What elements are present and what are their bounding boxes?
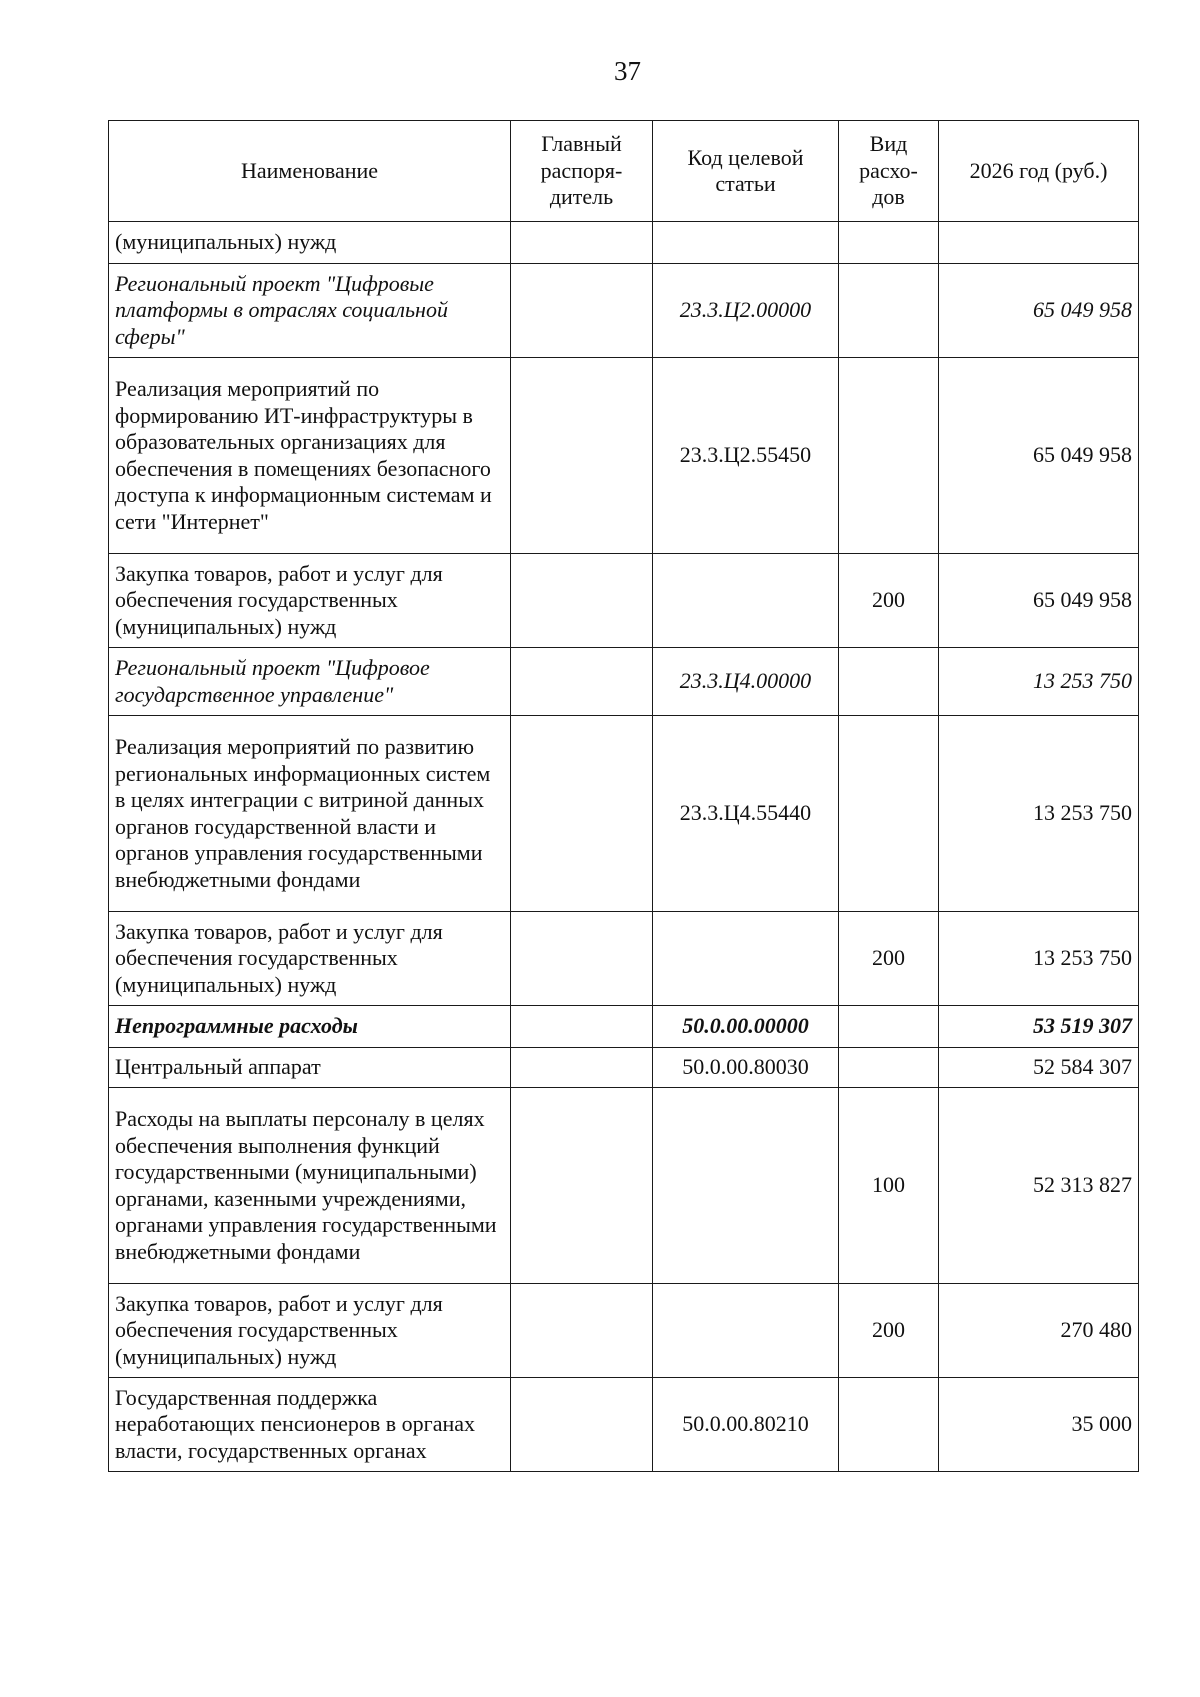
cell-manager	[511, 554, 653, 648]
cell-code: 50.0.00.80210	[653, 1378, 839, 1472]
cell-name: Государственная поддержка неработающих пенсионеров в органах власти, государственных органах	[109, 1378, 511, 1472]
cell-name: Реализация мероприятий по развитию региональных информационных систем в целях интеграции с витриной данных органов государственной власти и органов управления государственными внебюджетными фондами	[109, 716, 511, 912]
cell-code: 23.3.Ц2.55450	[653, 358, 839, 554]
cell-name: Расходы на выплаты персоналу в целях обеспечения выполнения функций государственными (муниципальными) органами, казенными учреждениями, органами управления государственными внебюджетными фондами	[109, 1088, 511, 1284]
cell-name: Непрограммные расходы	[109, 1006, 511, 1048]
table-row	[109, 1088, 1139, 1284]
cell-amount: 13 253 750	[939, 648, 1139, 716]
cell-name: Центральный аппарат	[109, 1048, 511, 1088]
header-name: Наименование	[109, 121, 511, 222]
page-number: 37	[614, 56, 641, 86]
cell-type: 200	[839, 1284, 939, 1378]
cell-manager	[511, 222, 653, 264]
cell-manager	[511, 912, 653, 1006]
cell-amount: 13 253 750	[939, 716, 1139, 912]
cell-name: Закупка товаров, работ и услуг для обеспечения государственных (муниципальных) нужд	[109, 554, 511, 648]
cell-manager	[511, 648, 653, 716]
cell-name: Региональный проект "Цифровое государственное управление"	[109, 648, 511, 716]
cell-code: 50.0.00.80030	[653, 1048, 839, 1088]
header-type: Вид расхо-дов	[839, 121, 939, 222]
cell-amount: 270 480	[939, 1284, 1139, 1378]
header-row	[109, 121, 1139, 222]
cell-name: Закупка товаров, работ и услуг для обеспечения государственных (муниципальных) нужд	[109, 912, 511, 1006]
cell-amount: 13 253 750	[939, 912, 1139, 1006]
cell-code	[653, 1284, 839, 1378]
cell-code: 23.3.Ц4.00000	[653, 648, 839, 716]
header-amount: 2026 год (руб.)	[939, 121, 1139, 222]
cell-amount: 52 584 307	[939, 1048, 1139, 1088]
cell-type: 200	[839, 554, 939, 648]
cell-name: Закупка товаров, работ и услуг для обеспечения государственных (муниципальных) нужд	[109, 1284, 511, 1378]
table-row	[109, 264, 1139, 358]
cell-type	[839, 1006, 939, 1048]
cell-manager	[511, 264, 653, 358]
table-header	[109, 121, 1139, 222]
cell-amount: 65 049 958	[939, 554, 1139, 648]
cell-type	[839, 1048, 939, 1088]
cell-type	[839, 264, 939, 358]
cell-type	[839, 1378, 939, 1472]
table-row	[109, 1006, 1139, 1048]
cell-amount: 65 049 958	[939, 264, 1139, 358]
cell-amount	[939, 222, 1139, 264]
cell-manager	[511, 1088, 653, 1284]
cell-manager	[511, 1378, 653, 1472]
cell-type	[839, 648, 939, 716]
cell-amount: 52 313 827	[939, 1088, 1139, 1284]
cell-manager	[511, 358, 653, 554]
cell-manager	[511, 716, 653, 912]
cell-code	[653, 1088, 839, 1284]
cell-code: 23.3.Ц4.55440	[653, 716, 839, 912]
table-row	[109, 222, 1139, 264]
cell-manager	[511, 1048, 653, 1088]
cell-name: Региональный проект "Цифровые платформы в отраслях социальной сферы"	[109, 264, 511, 358]
table-row	[109, 554, 1139, 648]
cell-code	[653, 222, 839, 264]
cell-code: 23.3.Ц2.00000	[653, 264, 839, 358]
cell-name: (муниципальных) нужд	[109, 222, 511, 264]
cell-type	[839, 358, 939, 554]
table-row	[109, 912, 1139, 1006]
cell-amount: 35 000	[939, 1378, 1139, 1472]
header-code: Код целевой статьи	[653, 121, 839, 222]
header-manager: Главный распоря-дитель	[511, 121, 653, 222]
table-row	[109, 1284, 1139, 1378]
cell-type	[839, 222, 939, 264]
cell-code	[653, 912, 839, 1006]
cell-code	[653, 554, 839, 648]
table-row	[109, 1048, 1139, 1088]
table-body	[109, 222, 1139, 1472]
cell-manager	[511, 1284, 653, 1378]
table-row	[109, 648, 1139, 716]
table-row	[109, 358, 1139, 554]
cell-name: Реализация мероприятий по формированию ИТ-инфраструктуры в образовательных организациях для обеспечения в помещениях безопасного доступа к информационным системам и сети "Интернет"	[109, 358, 511, 554]
cell-type: 200	[839, 912, 939, 1006]
budget-table	[108, 120, 1139, 1472]
cell-type	[839, 716, 939, 912]
cell-manager	[511, 1006, 653, 1048]
cell-code: 50.0.00.00000	[653, 1006, 839, 1048]
cell-type: 100	[839, 1088, 939, 1284]
table-row	[109, 716, 1139, 912]
cell-amount: 65 049 958	[939, 358, 1139, 554]
cell-amount: 53 519 307	[939, 1006, 1139, 1048]
table-row	[109, 1378, 1139, 1472]
